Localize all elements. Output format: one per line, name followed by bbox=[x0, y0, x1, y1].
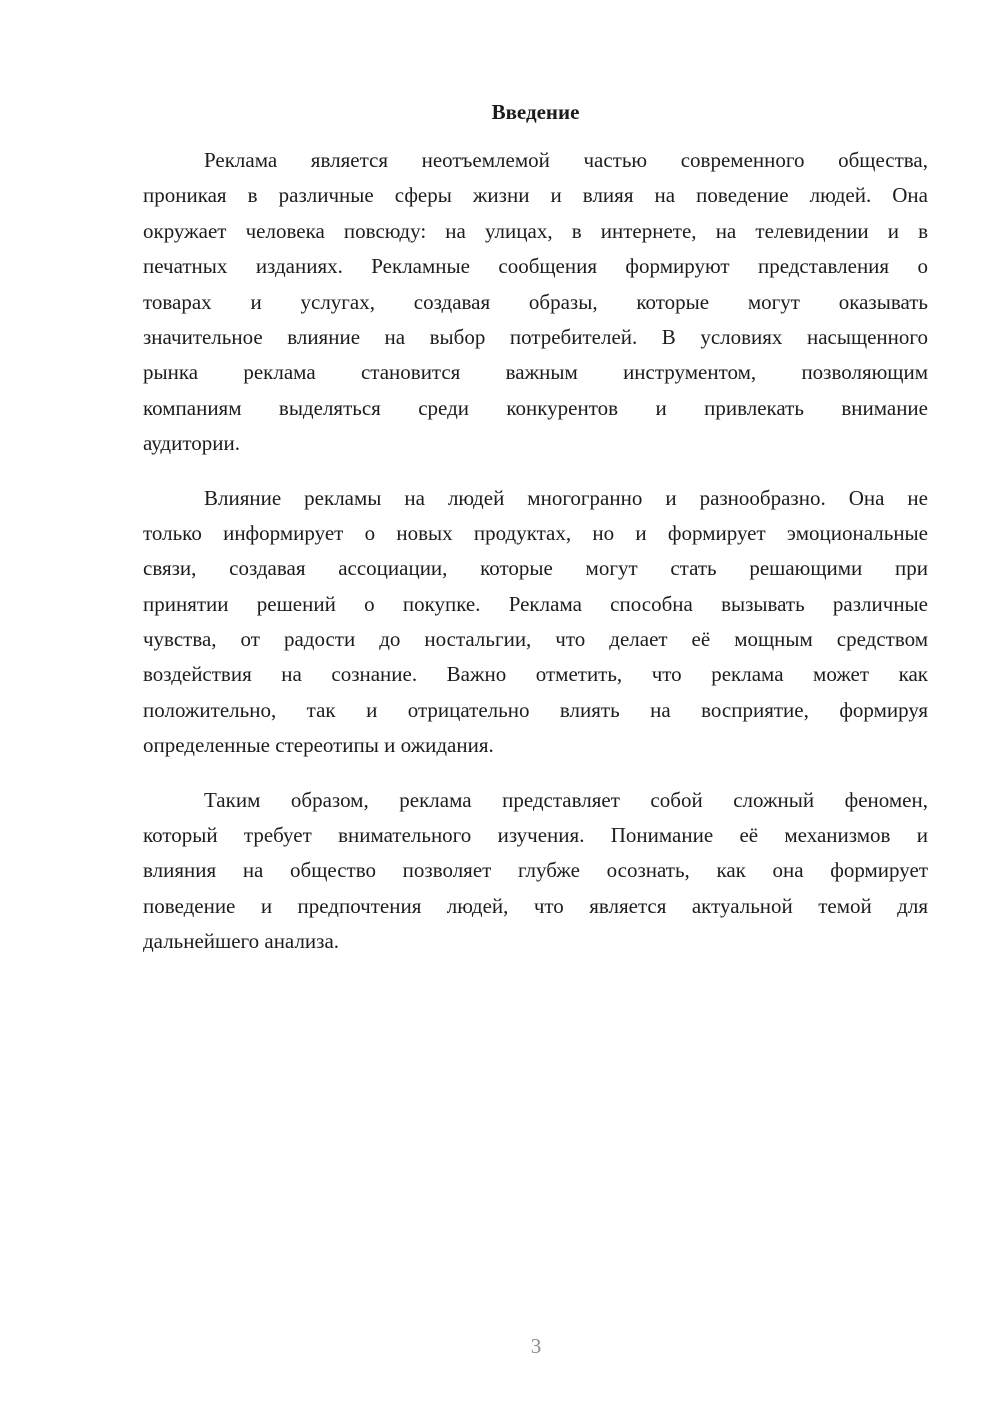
section-title: Введение bbox=[491, 100, 580, 124]
text-line: воздействия на сознание. Важно отметить, что реклама может как bbox=[143, 662, 928, 687]
text-line: Реклама является неотъемлемой частью современного общества, bbox=[204, 148, 928, 172]
text-line: положительно, так и отрицательно влиять на восприятие, формируя bbox=[143, 697, 928, 722]
page-number: 3 bbox=[530, 1334, 542, 1358]
text-line: печатных изданиях. Рекламные сообщения формируют представления о bbox=[143, 254, 928, 279]
text-line: влияния на общество позволяет глубже осознать, как она формирует bbox=[143, 858, 928, 883]
body-text bbox=[143, 143, 928, 979]
text-line: определенные стереотипы и ожидания. bbox=[143, 733, 494, 758]
text-line: Влияние рекламы на людей многогранно и разнообразно. Она не bbox=[204, 485, 928, 510]
text-line: окружает человека повсюду: на улицах, в интернете, на телевидении и в bbox=[143, 218, 928, 243]
text-line: товарах и услугах, создавая образы, которые могут оказывать bbox=[143, 289, 928, 314]
text-line: рынка реклама становится важным инструментом, позволяющим bbox=[143, 360, 928, 385]
text-line: поведение и предпочтения людей, что является актуальной темой для bbox=[143, 893, 928, 918]
text-line: Таким образом, реклама представляет собой сложный феномен, bbox=[204, 787, 928, 812]
text-line: компаниям выделяться среди конкурентов и привлекать внимание bbox=[143, 395, 928, 420]
text-line: аудитории. bbox=[143, 431, 240, 456]
text-line: проникая в различные сферы жизни и влияя на поведение людей. Она bbox=[143, 183, 928, 208]
paragraph-3 bbox=[143, 783, 928, 960]
text-line: дальнейшего анализа. bbox=[143, 929, 340, 954]
text-line: значительное влияние на выбор потребителей. В условиях насыщенного bbox=[143, 324, 928, 349]
paragraph-2 bbox=[143, 481, 928, 764]
paragraph-1 bbox=[143, 143, 928, 462]
text-line: только информирует о новых продуктах, но и формирует эмоциональные bbox=[143, 520, 928, 545]
text-line: чувства, от радости до ностальгии, что делает её мощным средством bbox=[143, 627, 928, 652]
text-line: принятии решений о покупке. Реклама способна вызывать различные bbox=[143, 591, 928, 616]
text-line: связи, создавая ассоциации, которые могут стать решающими при bbox=[143, 556, 928, 581]
text-line: который требует внимательного изучения. Понимание её механизмов и bbox=[143, 823, 928, 848]
